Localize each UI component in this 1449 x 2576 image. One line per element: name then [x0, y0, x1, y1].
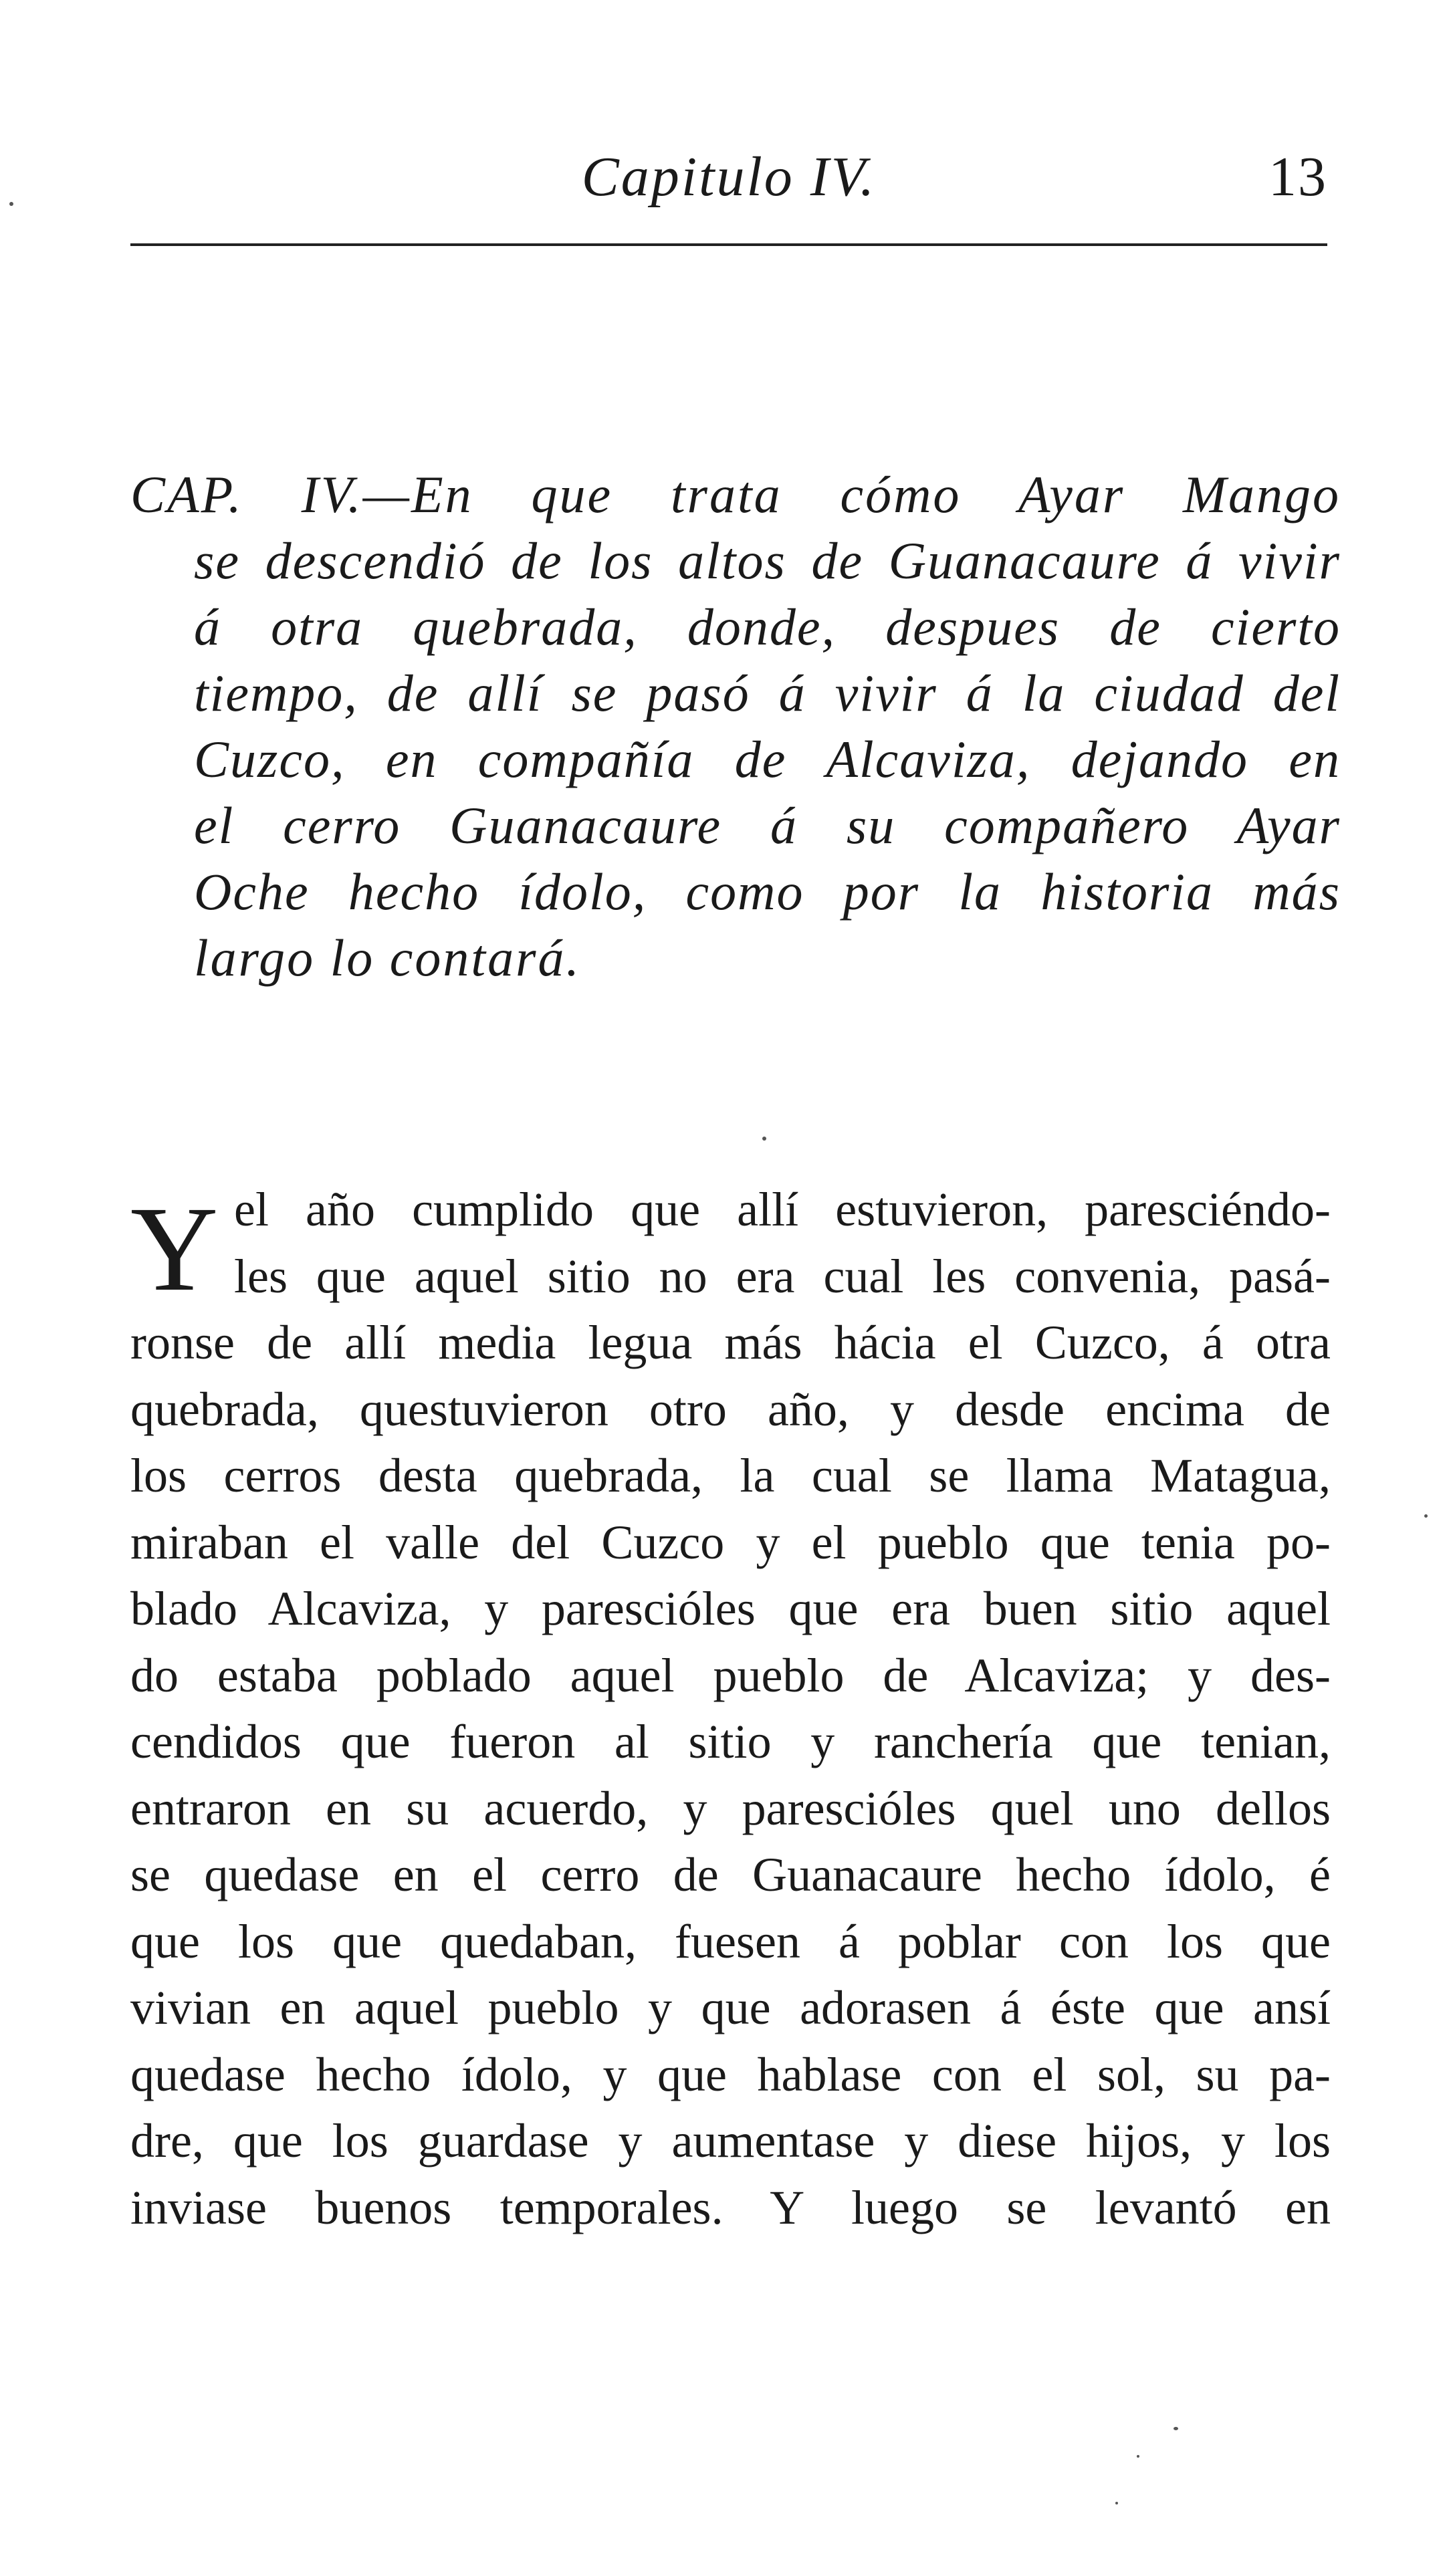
header-rule	[130, 243, 1327, 246]
chapter-heading-line: á otra quebrada, donde, despues de cierto	[194, 598, 1341, 656]
chapter-heading-line: tiempo, de allí se pasó á vivir á la ciudad del	[194, 664, 1341, 722]
paper-speck	[1137, 2455, 1139, 2458]
body-line: ronse de allí media legua más hácia el Cuzco, á otra	[130, 1316, 1331, 1369]
body-line: dre, que los guardase y aumentase y diese hijos, y los	[130, 2114, 1331, 2168]
body-line: el año cumplido que allí estuvieron, paresciéndo-	[234, 1183, 1331, 1236]
chapter-heading-line: Oche hecho ídolo, como por la historia más	[194, 862, 1341, 921]
paper-speck	[1174, 2427, 1178, 2430]
paper-speck	[1115, 2502, 1118, 2504]
paper-speck	[1424, 1514, 1428, 1518]
body-line: quebrada, questuvieron otro año, y desde encima de	[130, 1382, 1331, 1436]
body-line: miraban el valle del Cuzco y el pueblo que tenia po-	[130, 1515, 1331, 1569]
body-line: do estaba poblado aquel pueblo de Alcaviza; y des-	[130, 1648, 1331, 1702]
drop-cap: Y	[130, 1182, 219, 1316]
body-line: se quedase en el cerro de Guanacaure hecho ídolo, é	[130, 1848, 1331, 1901]
body-line: los cerros desta quebrada, la cual se llama Matagua,	[130, 1449, 1331, 1502]
body-line: quedase hecho ídolo, y que hablase con el sol, su pa-	[130, 2047, 1331, 2101]
running-header	[130, 137, 1327, 217]
body-line: cendidos que fueron al sitio y ranchería que tenian,	[130, 1715, 1331, 1768]
body-paragraph	[130, 1177, 1331, 2241]
body-line: blado Alcaviza, y parescióles que era buen sitio aquel	[130, 1582, 1331, 1635]
paper-speck	[762, 1137, 766, 1141]
body-line: les que aquel sitio no era cual les convenia, pasá-	[234, 1249, 1331, 1303]
page-number: 13	[1268, 146, 1327, 208]
chapter-heading-line: se descendió de los altos de Guanacaure á vivir	[194, 532, 1341, 590]
chapter-heading-line: CAP. IV.—En que trata cómo Ayar Mango	[130, 465, 1341, 523]
chapter-heading-line: el cerro Guanacaure á su compañero Ayar	[194, 796, 1341, 854]
chapter-heading-line: Cuzco, en compañía de Alcaviza, dejando en	[194, 730, 1341, 788]
body-line: vivian en aquel pueblo y que adorasen á éste que ansí	[130, 1981, 1331, 2034]
chapter-heading	[130, 461, 1341, 991]
body-line: entraron en su acuerdo, y parescióles quel uno dellos	[130, 1781, 1331, 1835]
body-line: que los que quedaban, fuesen á poblar con los que	[130, 1914, 1331, 1968]
body-line: inviase buenos temporales. Y luego se levantó en	[130, 2180, 1331, 2234]
paper-speck	[9, 202, 13, 206]
running-title: Capitulo IV.	[581, 146, 877, 208]
chapter-heading-line: largo lo contará.	[194, 929, 581, 987]
